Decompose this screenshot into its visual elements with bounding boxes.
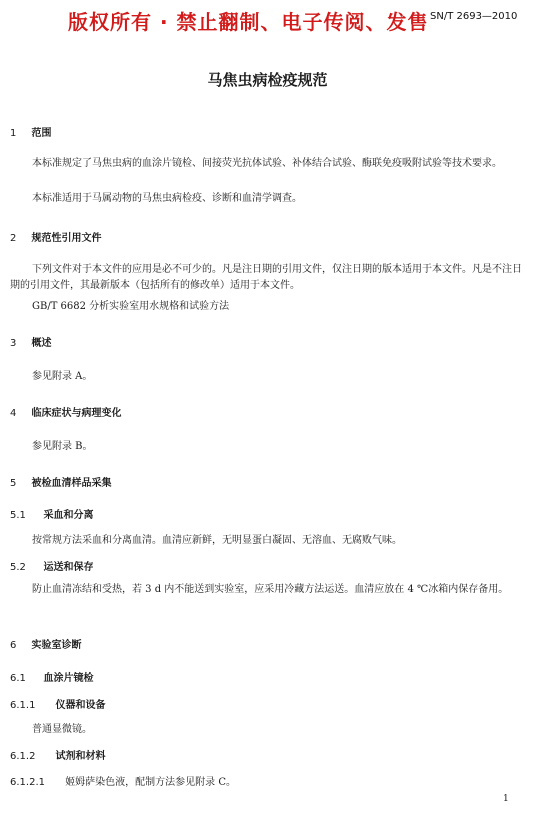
section-5-1-heading [10,506,93,521]
section-number: 5.2 [10,562,26,573]
section-number: 6 [10,640,17,651]
section-number: 6.1.2.1 [10,777,45,788]
section-number: 5.1 [10,510,26,521]
section-4-heading [10,404,121,419]
section-6-1-1-paragraph: 普通显微镜。 [32,724,92,735]
section-3-paragraph: 参见附录 A。 [32,371,93,382]
section-title: 血涂片镜检 [43,673,94,684]
section-title: 试剂和材料 [55,751,106,762]
section-title: 临床症状与病理变化 [31,408,122,419]
section-title: 实验室诊断 [31,640,82,651]
section-number: 4 [10,408,17,419]
section-1-paragraph-1: 本标准规定了马焦虫病的血涂片镜检、间接荧光抗体试验、补体结合试验、酶联免疫吸附试验等技术要求。 [32,158,502,169]
section-title: 概述 [31,338,52,349]
watermark: 版权所有 · 禁止翻制、电子传阅、发售 [68,10,429,34]
section-4-paragraph: 参见附录 B。 [32,441,93,452]
section-3-heading [10,334,51,349]
section-5-2-heading [10,558,93,573]
normative-reference: GB/T 6682 分析实验室用水规格和试验方法 [32,301,230,312]
section-1-paragraph-2: 本标准适用于马属动物的马焦虫病检疫、诊断和血清学调查。 [32,193,302,204]
section-6-1-1-heading [10,696,105,711]
section-number: 2 [10,233,17,244]
section-6-1-2-1-item [10,773,236,788]
section-number: 3 [10,338,17,349]
section-5-2-paragraph: 防止血清冻结和受热，若 3 d 内不能送到实验室，应采用冷藏方法运送。血清应放在 4 ℃冰箱内保存备用。 [32,584,509,595]
section-title: 规范性引用文件 [31,233,102,244]
section-6-heading [10,636,81,651]
section-title: 运送和保存 [43,562,94,573]
section-number: 6.1 [10,673,26,684]
section-number: 6.1.1 [10,700,36,711]
section-number: 6.1.2 [10,751,36,762]
section-title: 被检血清样品采集 [31,478,112,489]
section-2-paragraph-1: 下列文件对于本文件的应用是必不可少的。凡是注日期的引用文件，仅注日期的版本适用于本文件。凡是不注日期的引用文件，其最新版本（包括所有的修改单）适用于本文件。 [10,264,522,291]
document-title: 马焦虫病检疫规范 [207,71,328,89]
item-text: 姬姆萨染色液，配制方法参见附录 C。 [65,777,237,788]
section-number: 1 [10,128,17,139]
section-1-heading [10,124,51,139]
section-5-heading [10,474,111,489]
page-number: 1 [503,794,509,804]
section-title: 范围 [31,128,52,139]
section-title: 采血和分离 [43,510,94,521]
section-number: 5 [10,478,17,489]
section-2-heading [10,229,101,244]
section-5-1-paragraph: 按常规方法采血和分离血清。血清应新鲜，无明显蛋白凝固、无溶血、无腐败气味。 [32,535,402,546]
section-6-1-2-heading [10,747,105,762]
section-6-1-heading [10,669,93,684]
standard-id: SN/T 2693—2010 [430,11,518,22]
section-title: 仪器和设备 [55,700,106,711]
